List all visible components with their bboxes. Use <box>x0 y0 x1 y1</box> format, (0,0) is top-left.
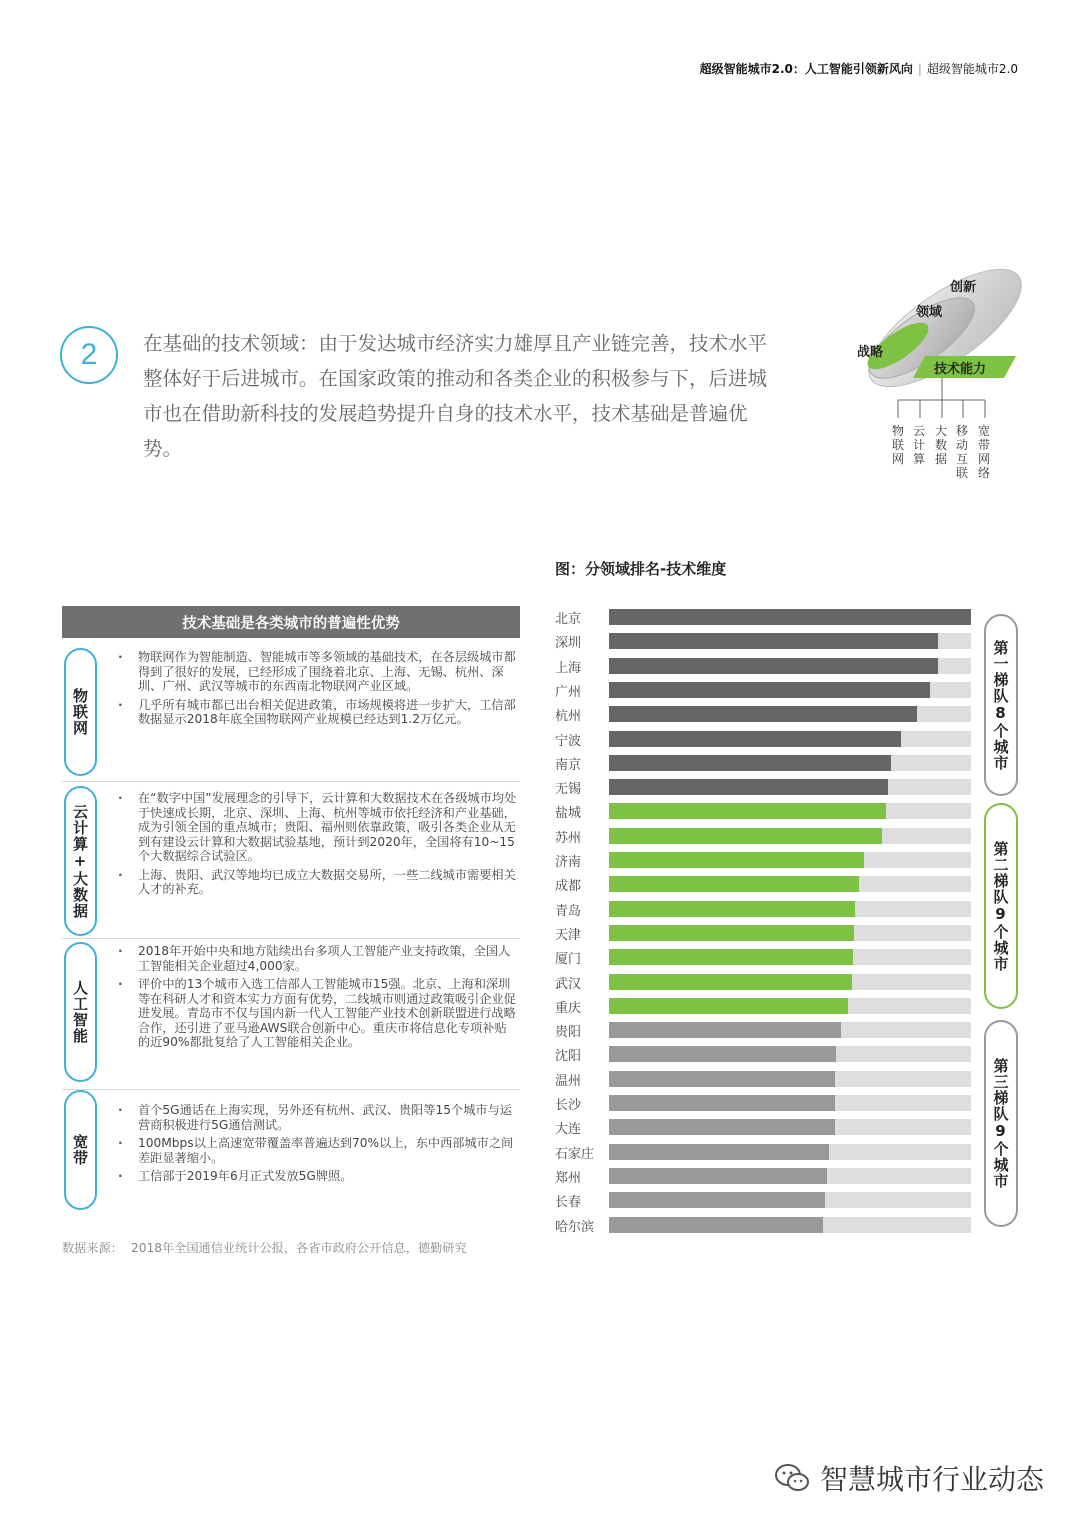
diagram-branch-mobile: 移动互联 <box>956 424 969 480</box>
bar <box>609 1168 827 1184</box>
bar-track <box>609 706 971 722</box>
list-item: · 2018年开始中央和地方陆续出台多项人工智能产业支持政策，全国人工智能相关企业超过4,000家。 <box>118 944 518 973</box>
bar-track <box>609 658 971 674</box>
bar-track <box>609 1144 971 1160</box>
data-source <box>62 1239 475 1256</box>
diagram-branch-cloud: 云计算 <box>913 424 926 466</box>
list-item: · 物联网作为智能制造、智能城市等多领域的基础技术，在各层级城市都得到了很好的发展，已经形成了围绕着北京、上海、无锡、杭州、深圳、广州、武汉等城市的东西南北物联网产业区域。 <box>118 650 518 694</box>
list-item: · 几乎所有城市都已出台相关促进政策，市场规模将进一步扩大，工信部数据显示2018年底全国物联网产业规模已经达到1.2万亿元。 <box>118 698 518 727</box>
section-label-iot: 物联网 <box>64 648 97 776</box>
wechat-watermark <box>774 1458 1044 1498</box>
city-label: 长春 <box>555 1195 582 1211</box>
bar-track <box>609 1217 971 1233</box>
header-main-title: 超级智能城市2.0：人工智能引领新风向 <box>699 62 913 76</box>
intro-paragraph: 在基础的技术领域：由于发达城市经济实力雄厚且产业链完善，技术水平整体好于后进城市。在国家政策的推动和各类企业的积极参与下，后进城市也在借助新科技的发展趋势提升自身的技术水平，技术基础是普遍优势。 <box>143 332 768 460</box>
city-label: 厦门 <box>555 952 582 968</box>
divider <box>62 938 520 939</box>
city-label: 沈阳 <box>555 1049 582 1065</box>
bar-track <box>609 852 971 868</box>
bar <box>609 828 882 844</box>
source-label: 数据来源： <box>62 1241 123 1255</box>
bar <box>609 1217 823 1233</box>
bar-track <box>609 1168 971 1184</box>
bar <box>609 949 853 965</box>
header-separator: | <box>917 62 922 76</box>
bar-track <box>609 1022 971 1038</box>
bar-track <box>609 731 971 747</box>
bar-track <box>609 755 971 771</box>
tier-3-label: 第三梯队9个城市 <box>984 1020 1018 1227</box>
list-item: · 工信部于2019年6月正式发放5G牌照。 <box>118 1169 518 1184</box>
city-label: 盐城 <box>555 806 582 822</box>
city-label: 贵阳 <box>555 1025 582 1041</box>
city-label: 武汉 <box>555 976 582 992</box>
bar-track <box>609 803 971 819</box>
section-label-cloud-bigdata: 云计算+大数据 <box>64 786 97 936</box>
iot-bullets <box>118 650 518 731</box>
bar <box>609 1046 836 1062</box>
bar-track <box>609 779 971 795</box>
city-label: 温州 <box>555 1073 582 1089</box>
city-label: 石家庄 <box>555 1146 595 1162</box>
ai-bullets <box>118 944 518 1054</box>
bar <box>609 1022 841 1038</box>
diagram-banner-label: 技术能力 <box>934 362 987 377</box>
bar-track <box>609 876 971 892</box>
bar <box>609 755 891 771</box>
city-label: 宁波 <box>555 733 582 749</box>
bar-track <box>609 974 971 990</box>
bar-track <box>609 1119 971 1135</box>
bar <box>609 876 859 892</box>
diagram-middle-label: 领域 <box>916 305 943 320</box>
bar <box>609 852 864 868</box>
city-label: 上海 <box>555 660 582 676</box>
city-label: 苏州 <box>555 830 582 846</box>
list-item: · 首个5G通话在上海实现，另外还有杭州、武汉、贵阳等15个城市与运营商积极进行5G通信测试。 <box>118 1103 518 1132</box>
diagram-branch-broadband: 宽带网络 <box>978 424 991 480</box>
bar-track <box>609 1071 971 1087</box>
divider <box>62 1089 520 1090</box>
bar <box>609 803 886 819</box>
tier-1-label: 第一梯队8个城市 <box>984 614 1018 796</box>
tech-capability-diagram <box>850 266 1030 486</box>
section-label-ai: 人工智能 <box>64 942 97 1082</box>
city-label: 南京 <box>555 757 582 773</box>
cloud-bigdata-bullets <box>118 791 518 901</box>
list-item: · 100Mbps以上高速宽带覆盖率普遍达到70%以上，东中西部城市之间差距显著缩小。 <box>118 1136 518 1165</box>
city-label: 深圳 <box>555 636 582 652</box>
bar-track <box>609 1095 971 1111</box>
broadband-bullets <box>118 1103 518 1188</box>
city-label: 郑州 <box>555 1170 582 1186</box>
header-sub-title: 超级智能城市2.0 <box>926 62 1018 76</box>
city-label: 长沙 <box>555 1098 582 1113</box>
list-item: · 评价中的13个城市入选工信部人工智能城市15强。北京、上海和深圳等在科研人才和资本实力方面有优势，二线城市则通过政策吸引企业促进发展。青岛市不仅与国内新一代人工智能产业技术创新联盟进行战略合作，还引进了亚马逊AWS联合创新中心。重庆市将信息化专项补贴的近90%都批复给了人工智能相关企业。 <box>118 977 518 1050</box>
bar <box>609 731 901 747</box>
bar-track <box>609 901 971 917</box>
bar <box>609 609 971 625</box>
bar <box>609 925 854 941</box>
bar <box>609 706 917 722</box>
bar <box>609 1095 835 1111</box>
bar <box>609 1192 825 1208</box>
city-label: 大连 <box>555 1122 582 1138</box>
city-label: 哈尔滨 <box>555 1219 595 1235</box>
city-label: 广州 <box>555 684 582 700</box>
city-label: 天津 <box>555 927 582 943</box>
diagram-inner-label: 战略 <box>857 345 884 360</box>
bar <box>609 974 852 990</box>
bar <box>609 633 938 649</box>
city-label: 成都 <box>555 879 582 895</box>
bar <box>609 682 930 698</box>
city-label: 杭州 <box>555 709 582 725</box>
divider <box>62 781 520 782</box>
tier-2-label: 第二梯队9个城市 <box>984 803 1018 1009</box>
table-title: 技术基础是各类城市的普遍性优势 <box>62 606 520 638</box>
bar-track <box>609 609 971 625</box>
city-label: 无锡 <box>555 782 582 798</box>
bar <box>609 1071 835 1087</box>
list-item: · 上海、贵阳、武汉等地均已成立大数据交易所，一些二线城市需要相关人才的补充。 <box>118 868 518 897</box>
bar-track <box>609 949 971 965</box>
diagram-outer-label: 创新 <box>950 280 977 295</box>
section-label-broadband: 宽带 <box>64 1090 97 1210</box>
city-label: 北京 <box>555 612 582 627</box>
city-label: 青岛 <box>555 903 582 919</box>
bar <box>609 1119 835 1135</box>
bar-track <box>609 682 971 698</box>
list-item: · 在“数字中国”发展理念的引导下，云计算和大数据技术在各级城市均处于快速成长期，北京、深圳、上海、杭州等城市依托经济和产业基础，成为引领全国的重点城市；贵阳、福州则依靠政策，吸引各类企业从无到有建设云计算和大数据试验基地，预计到2020年，全国将有10~15个大数据综合试验区。 <box>118 791 518 864</box>
bar-track <box>609 633 971 649</box>
chart-title: 图：分领域排名-技术维度 <box>555 560 727 578</box>
bar <box>609 658 938 674</box>
bar-track <box>609 828 971 844</box>
diagram-branch-bigdata: 大数据 <box>935 424 948 466</box>
bar <box>609 1144 829 1160</box>
running-header <box>700 60 1018 77</box>
bar <box>609 779 888 795</box>
diagram-branch-iot: 物联网 <box>892 424 905 466</box>
bar-track <box>609 1192 971 1208</box>
wechat-icon <box>774 1463 810 1493</box>
source-text: 2018年全国通信业统计公报，各省市政府公开信息，德勤研究 <box>130 1241 467 1255</box>
bar-track <box>609 1046 971 1062</box>
section-number: 2 <box>60 326 118 384</box>
watermark-text: 智慧城市行业动态 <box>819 1463 1044 1496</box>
city-label: 重庆 <box>555 1000 582 1016</box>
bar-track <box>609 998 971 1014</box>
bar <box>609 901 855 917</box>
bar-track <box>609 925 971 941</box>
bar <box>609 998 848 1014</box>
city-label: 济南 <box>555 855 582 870</box>
